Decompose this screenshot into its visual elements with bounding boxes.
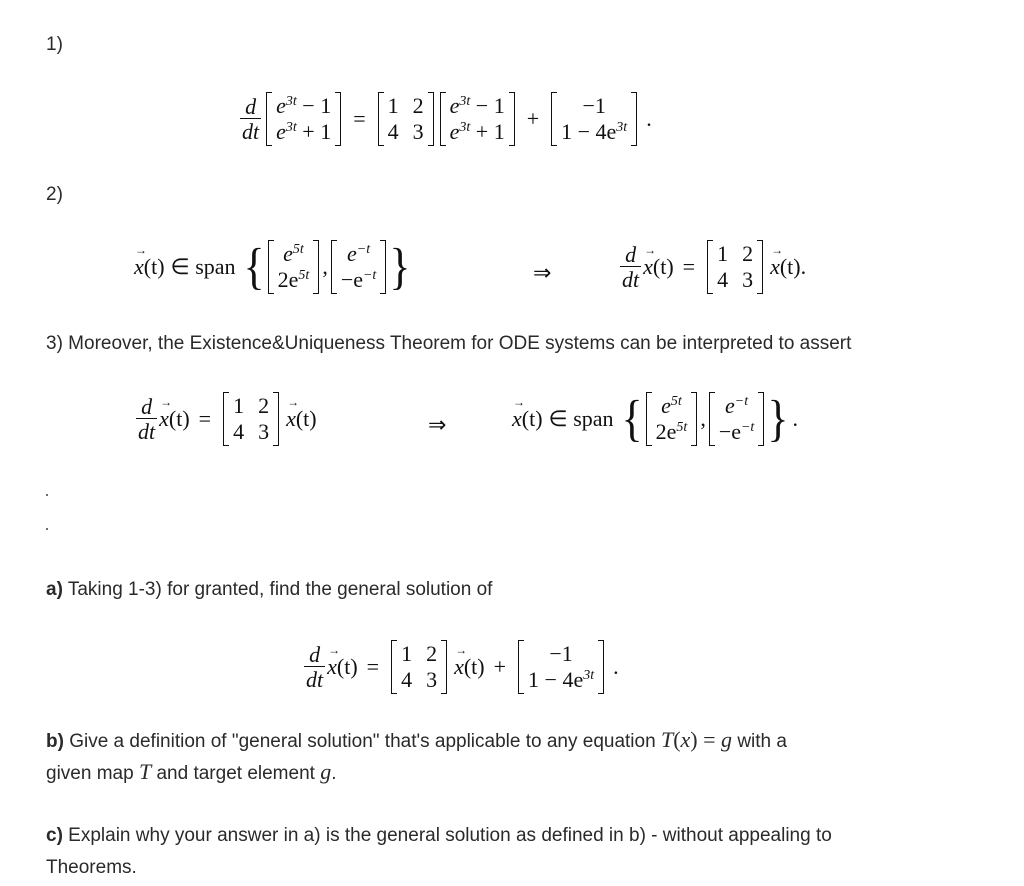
equation-2: → x (t) ∈ span { $e^{5t}$ $2e^{5t}$ , $e^{-t}$ $-e^{-t}$ } (134, 240, 410, 294)
matrix-vector-2: $e^{3t} - 1$ $e^{3t} + 1$ (440, 92, 515, 146)
derivative-operator: $\frac{d}{dt}$ (242, 93, 260, 144)
item-1-label: 1) (46, 34, 63, 55)
forcing-vector: −1 $1 - 4e^{3t}$ (551, 92, 637, 146)
equation-3-rhs: → x (t) ∈ span { $e^{5t}$ $2e^{5t}$ , $e^{-t}$ $-e^{-t}$ } . (512, 392, 798, 446)
matrix-vector-1: $e^{3t} - 1$ $e^{3t} + 1$ (266, 92, 341, 146)
equation-3-lhs: $\frac{d}{dt}$ → x (t) = 1 2 4 3 → x (t) (134, 392, 317, 446)
equation-1: $\frac{d}{dt}$ $e^{3t} - 1$ $e^{3t} + 1$ = 1 2 4 3 $e^{3t} - 1$ $e^{3t} + 1$ + −1 $1 - 4e^{3t}$ . (242, 93, 652, 144)
part-c-line-1: c) Explain why your answer in a) is the general solution as defined in b) - without appealing to (46, 825, 832, 846)
implies-arrow-2: ⇒ (428, 412, 447, 437)
bullet-2: · (44, 518, 50, 538)
part-b-line-2: given map T and target element g. (46, 759, 337, 784)
equation-2-rhs: $\frac{d}{dt}$ → x (t) = 1 2 4 3 → x (t). (618, 240, 806, 294)
coefficient-matrix: 1 2 4 3 (378, 92, 434, 146)
part-b-line-1: b) Give a definition of "general solution" that's applicable to any equation T(x) = g with a (46, 727, 787, 752)
item-2-label: 2) (46, 184, 63, 205)
item-3-text: 3) Moreover, the Existence&Uniqueness Theorem for ODE systems can be interpreted to assert (46, 333, 852, 354)
bullet-1: · (44, 484, 50, 504)
implies-arrow-1: ⇒ (533, 260, 552, 285)
part-a: a) Taking 1-3) for granted, find the general solution of (46, 579, 493, 600)
part-c-line-2: Theorems. (46, 857, 137, 878)
equation-a: $\frac{d}{dt}$ → x (t) = 1 2 4 3 → x (t) + −1 $1 - 4e^{3t}$ . (302, 640, 619, 694)
